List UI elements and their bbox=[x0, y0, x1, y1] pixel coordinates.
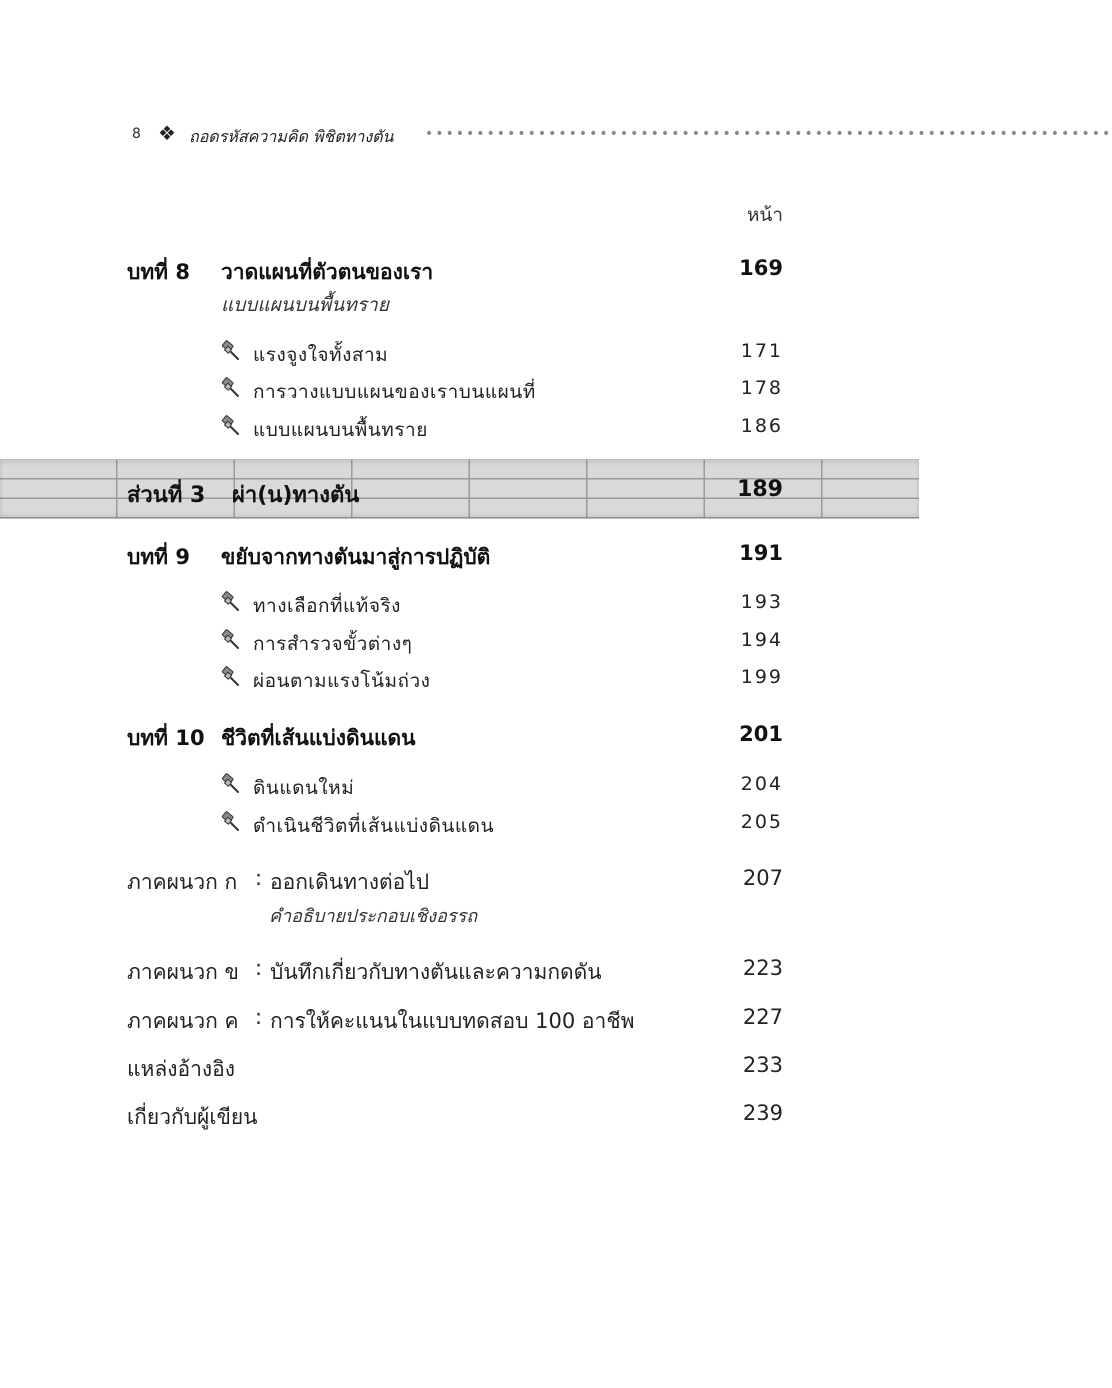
appendix-page-number: 207 bbox=[742, 866, 783, 890]
toc-entry-title: การวางแบบแผนของเราบนแผนที่ bbox=[253, 381, 536, 403]
about-author-page-number: 239 bbox=[742, 1101, 783, 1125]
chapter-10-heading[interactable] bbox=[0, 722, 919, 750]
toc-entry-title: ทางเลือกที่แท้จริง bbox=[253, 595, 401, 617]
appendix-label: ภาคผนวก ค bbox=[127, 1009, 239, 1033]
chapter-8-heading[interactable] bbox=[0, 256, 919, 284]
toc-entry[interactable] bbox=[0, 773, 919, 799]
toc-entry-page: 194 bbox=[740, 629, 783, 651]
chapter-title: ขยับจากทางตันมาสู่การปฏิบัติ bbox=[221, 545, 491, 569]
toc-entry-page: 186 bbox=[740, 415, 783, 437]
appendix-page-number: 227 bbox=[742, 1005, 783, 1029]
toc-entry-page: 193 bbox=[740, 591, 783, 613]
running-header-page-number: 8 bbox=[132, 126, 141, 142]
pushpin-icon bbox=[221, 811, 241, 833]
toc-entry[interactable] bbox=[0, 629, 919, 655]
toc-entry-title: ผ่อนตามแรงโน้มถ่วง bbox=[253, 670, 431, 692]
chapter-page-number: 201 bbox=[739, 722, 783, 746]
appendix-a-subtitle: คำอธิบายประกอบเชิงอรรถ bbox=[269, 906, 478, 927]
appendix-b-entry[interactable] bbox=[0, 956, 919, 984]
chapter-page-number: 191 bbox=[739, 541, 783, 565]
appendix-label: ภาคผนวก ข bbox=[127, 960, 239, 984]
about-author-title: เกี่ยวกับผู้เขียน bbox=[127, 1105, 258, 1129]
chapter-label: บทที่ 8 bbox=[127, 260, 190, 284]
pushpin-icon bbox=[221, 415, 241, 437]
appendix-title: การให้คะแนนในแบบทดสอบ 100 อาชีพ bbox=[270, 1009, 635, 1033]
chapter-label: บทที่ 10 bbox=[127, 726, 205, 750]
part-page-number: 189 bbox=[737, 477, 783, 502]
appendix-a-entry[interactable] bbox=[0, 866, 919, 894]
toc-entry-page: 199 bbox=[740, 666, 783, 688]
chapter-title: ชีวิตที่เส้นแบ่งดินแดน bbox=[221, 726, 416, 750]
dotted-leader: ••••••••••••••••••••••••••••••••••••••••••••••••••••••••••••••••••• bbox=[425, 126, 1112, 142]
references-title: แหล่งอ้างอิง bbox=[127, 1057, 236, 1081]
part-label: ส่วนที่ 3 bbox=[127, 483, 206, 508]
chapter-page-number: 169 bbox=[739, 256, 783, 280]
pushpin-icon bbox=[221, 773, 241, 795]
toc-entry[interactable] bbox=[0, 415, 919, 441]
toc-entry-title: แรงจูงใจทั้งสาม bbox=[253, 344, 389, 366]
toc-entry[interactable] bbox=[0, 377, 919, 403]
toc-entry-page: 171 bbox=[740, 340, 783, 362]
appendix-c-entry[interactable] bbox=[0, 1005, 919, 1033]
toc-entry-title: ดำเนินชีวิตที่เส้นแบ่งดินแดน bbox=[253, 815, 494, 837]
appendix-page-number: 223 bbox=[742, 956, 783, 980]
toc-entry-page: 178 bbox=[740, 377, 783, 399]
appendix-colon: : bbox=[255, 866, 263, 890]
appendix-colon: : bbox=[255, 956, 263, 980]
running-header-book-title: ถอดรหัสความคิด พิชิตทางตัน bbox=[189, 127, 394, 146]
appendix-label: ภาคผนวก ก bbox=[127, 870, 238, 894]
references-page-number: 233 bbox=[742, 1053, 783, 1077]
appendix-title: ออกเดินทางต่อไป bbox=[270, 870, 430, 894]
part-3-heading[interactable] bbox=[0, 477, 919, 508]
toc-entry-title: แบบแผนบนพื้นทราย bbox=[253, 419, 428, 441]
toc-entry-page: 204 bbox=[740, 773, 783, 795]
toc-entry-title: การสำรวจขั้วต่างๆ bbox=[253, 633, 413, 655]
about-author-entry[interactable] bbox=[0, 1101, 919, 1129]
toc-entry[interactable] bbox=[0, 666, 919, 692]
toc-entry[interactable] bbox=[0, 340, 919, 366]
ornament-icon: ❖ bbox=[158, 121, 176, 145]
pushpin-icon bbox=[221, 666, 241, 688]
chapter-label: บทที่ 9 bbox=[127, 545, 190, 569]
chapter-title: วาดแผนที่ตัวตนของเรา bbox=[221, 260, 434, 284]
appendix-colon: : bbox=[255, 1005, 263, 1029]
toc-entry[interactable] bbox=[0, 591, 919, 617]
pushpin-icon bbox=[221, 591, 241, 613]
references-entry[interactable] bbox=[0, 1053, 919, 1081]
toc-entry-title: ดินแดนใหม่ bbox=[253, 777, 355, 799]
page-column-label: หน้า bbox=[746, 204, 783, 226]
pushpin-icon bbox=[221, 377, 241, 399]
toc-entry[interactable] bbox=[0, 811, 919, 837]
pushpin-icon bbox=[221, 629, 241, 651]
pushpin-icon bbox=[221, 340, 241, 362]
chapter-8-subtitle: แบบแผนบนพื้นทราย bbox=[221, 294, 389, 316]
chapter-9-heading[interactable] bbox=[0, 541, 919, 569]
toc-entry-page: 205 bbox=[740, 811, 783, 833]
part-title: ผ่า(น)ทางตัน bbox=[232, 483, 360, 508]
appendix-title: บันทึกเกี่ยวกับทางตันและความกดดัน bbox=[270, 960, 602, 984]
